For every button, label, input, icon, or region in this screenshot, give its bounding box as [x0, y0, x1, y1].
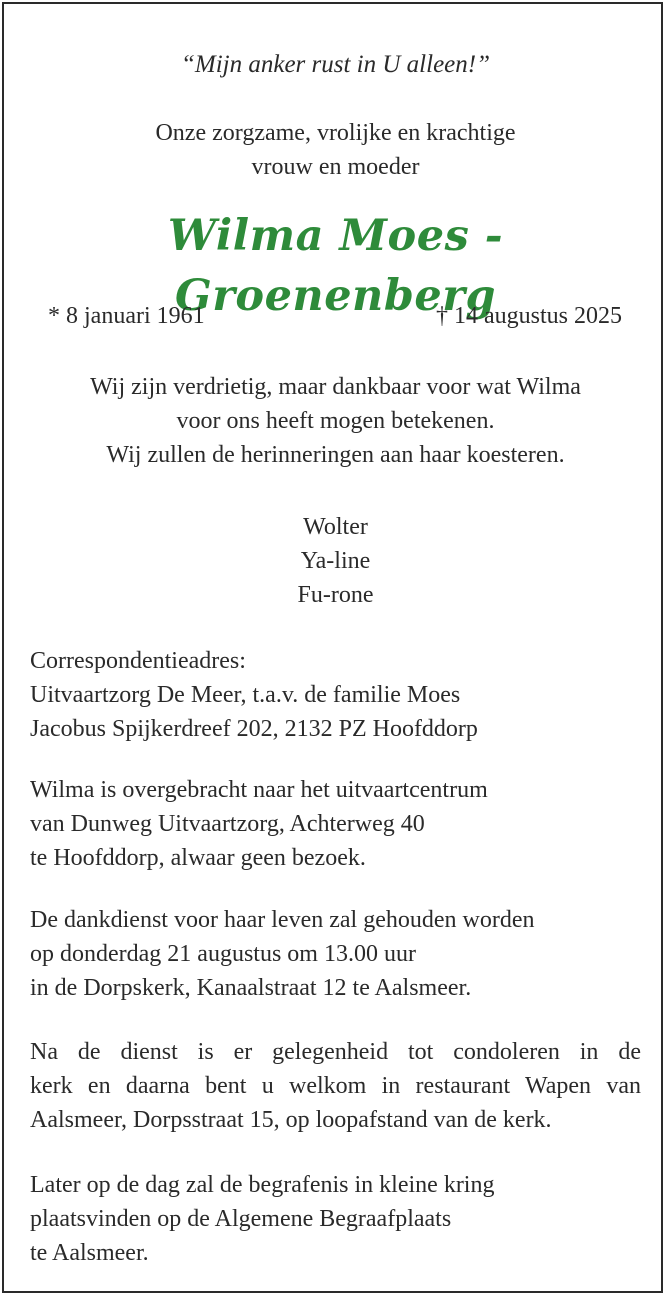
- transfer-line: van Dunweg Uitvaartzorg, Achterweg 40: [30, 811, 425, 837]
- correspondence-line: Jacobus Spijkerdreef 202, 2132 PZ Hoofddorp: [30, 716, 478, 742]
- burial-line: Later op de dag zal de begrafenis in kleine kring: [30, 1172, 495, 1198]
- burial-line: te Aalsmeer.: [30, 1240, 149, 1266]
- intro: [30, 116, 641, 184]
- sorrow-line: voor ons heeft mogen betekenen.: [176, 408, 495, 434]
- condolence-line: Aalsmeer, Dorpsstraat 15, op loopafstand van de kerk.: [30, 1107, 552, 1133]
- family-member: Ya-line: [300, 548, 371, 574]
- sorrow-line: Wij zullen de herinneringen aan haar koesteren.: [106, 442, 565, 468]
- family-names: [30, 510, 641, 612]
- correspondence-line: Uitvaartzorg De Meer, t.a.v. de familie Moes: [30, 682, 461, 708]
- dates-row: [48, 299, 622, 333]
- birth-date: * 8 januari 1961: [48, 303, 205, 329]
- family-member: Wolter: [303, 514, 368, 540]
- correspondence-line: Correspondentieadres:: [30, 648, 246, 674]
- condolence-line: Na de dienst is er gelegenheid tot condoleren in de: [30, 1039, 641, 1065]
- burial-line: plaatsvinden op de Algemene Begraafplaats: [30, 1206, 452, 1232]
- condolence-line: kerk en daarna bent u welkom in restaurant Wapen van: [30, 1073, 641, 1099]
- transfer-info: [30, 773, 641, 875]
- intro-line: Onze zorgzame, vrolijke en krachtige: [155, 120, 516, 146]
- sorrow-text: [30, 370, 641, 472]
- correspondence-address: [30, 644, 641, 746]
- death-date: † 14 augustus 2025: [436, 303, 622, 329]
- transfer-line: Wilma is overgebracht naar het uitvaartcentrum: [30, 777, 488, 803]
- transfer-line: te Hoofddorp, alwaar geen bezoek.: [30, 845, 366, 871]
- sorrow-line: Wij zijn verdrietig, maar dankbaar voor wat Wilma: [90, 374, 581, 400]
- condolence-info: [30, 1035, 641, 1137]
- burial-info: [30, 1168, 641, 1270]
- family-member: Fu-rone: [297, 582, 374, 608]
- service-line: De dankdienst voor haar leven zal gehouden worden: [30, 907, 535, 933]
- service-line: op donderdag 21 augustus om 13.00 uur: [30, 941, 416, 967]
- service-line: in de Dorpskerk, Kanaalstraat 12 te Aalsmeer.: [30, 975, 472, 1001]
- deceased-name: Wilma Moes - Groenenberg: [167, 211, 504, 321]
- service-info: [30, 903, 641, 1005]
- intro-line: vrouw en moeder: [251, 154, 420, 180]
- quote: “Mijn anker rust in U alleen!”: [180, 51, 490, 78]
